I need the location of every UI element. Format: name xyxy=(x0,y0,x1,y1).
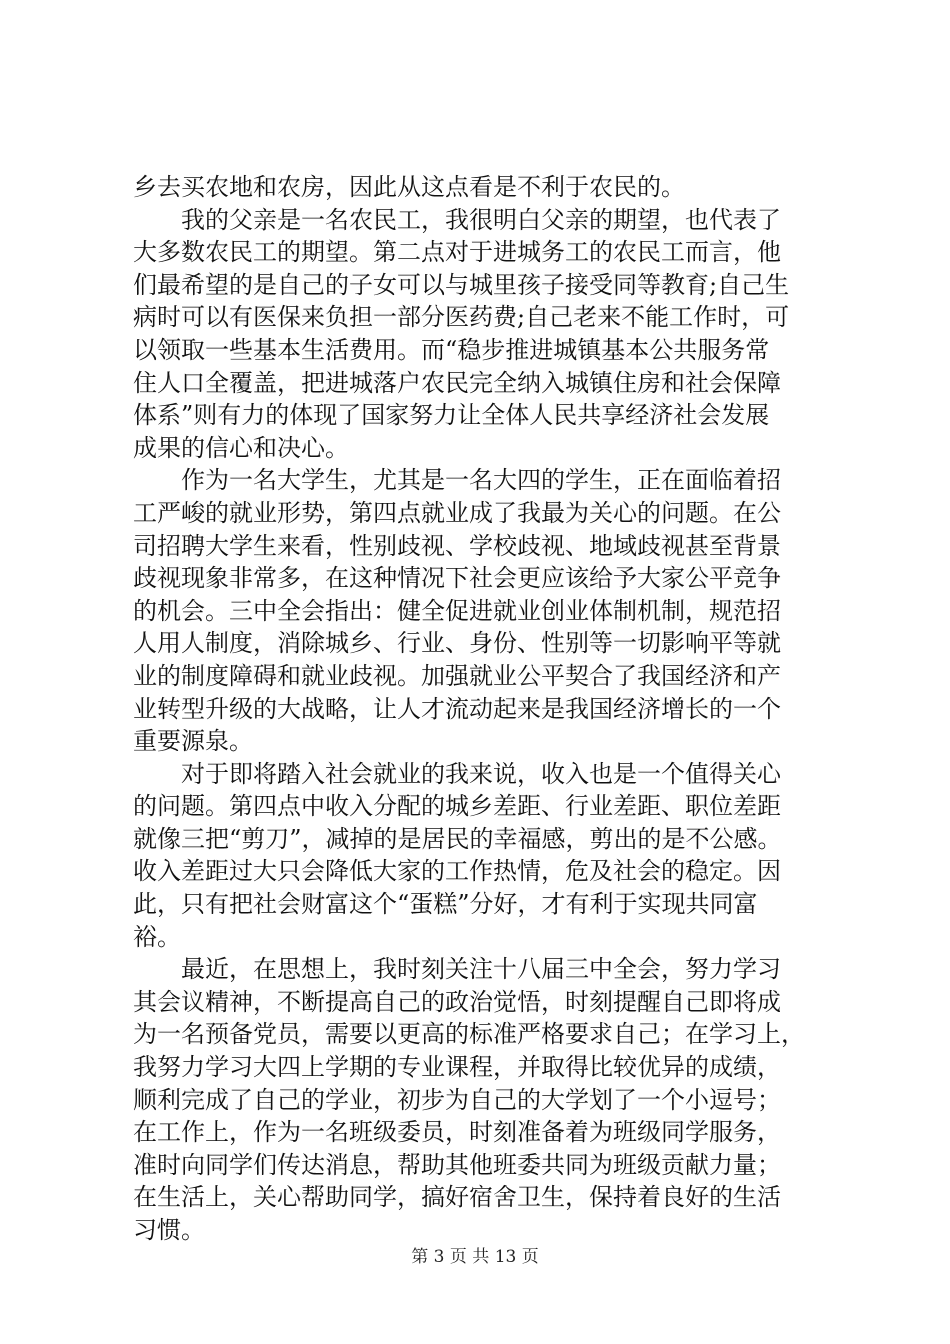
text-line: 体系”则有力的体现了国家努力让全体人民共享经济社会发展 xyxy=(133,401,770,430)
text-line: 住人口全覆盖，把进城落户农民完全纳入城镇住房和社会保障 xyxy=(133,368,781,397)
text-line: 人用人制度，消除城乡、行业、身份、性别等一切影响平等就 xyxy=(133,629,781,658)
text-line: 病时可以有医保来负担一部分医药费;自己老来不能工作时，可 xyxy=(133,303,790,332)
text-line: 顺利完成了自己的学业，初步为自己的大学划了一个小逗号； xyxy=(133,1085,781,1114)
text-line: 业转型升级的大战略，让人才流动起来是我国经济增长的一个 xyxy=(133,694,781,723)
text-line: 对于即将踏入社会就业的我来说，收入也是一个值得关心 xyxy=(181,759,781,788)
text-line: 其会议精神，不断提高自己的政治觉悟，时刻提醒自己即将成 xyxy=(133,987,781,1016)
text-line: 歧视现象非常多，在这种情况下社会更应该给予大家公平竞争 xyxy=(133,564,781,593)
text-line: 此，只有把社会财富这个“蛋糕”分好，才有利于实现共同富 xyxy=(133,890,758,919)
text-line: 收入差距过大只会降低大家的工作热情，危及社会的稳定。因 xyxy=(133,857,781,886)
page-number-footer: 第 3 页 共 13 页 xyxy=(411,1247,539,1267)
text-line: 准时向同学们传达消息，帮助其他班委共同为班级贡献力量； xyxy=(133,1150,781,1179)
text-line: 习惯。 xyxy=(133,1216,205,1244)
text-line: 业的制度障碍和就业歧视。加强就业公平契合了我国经济和产 xyxy=(133,661,781,690)
text-line: 最近，在思想上，我时刻关注十八届三中全会，努力学习 xyxy=(181,955,781,984)
text-line: 就像三把“剪刀”，减掉的是居民的幸福感，剪出的是不公感。 xyxy=(133,824,782,853)
text-line: 以领取一些基本生活费用。而“稳步推进城镇基本公共服务常 xyxy=(133,335,770,364)
text-line: 乡去买农地和农房，因此从这点看是不利于农民的。 xyxy=(133,173,685,201)
text-line: 工严峻的就业形势，第四点就业成了我最为关心的问题。在公 xyxy=(133,498,781,527)
text-line: 成果的信心和决心。 xyxy=(133,433,349,462)
text-line: 的机会。三中全会指出：健全促进就业创业体制机制，规范招 xyxy=(133,596,781,625)
document-body xyxy=(133,171,833,1247)
text-line: 裕。 xyxy=(133,922,181,951)
text-line: 为一名预备党员，需要以更高的标准严格要求自己；在学习上， xyxy=(133,1020,805,1049)
text-line: 重要源泉。 xyxy=(133,727,253,756)
text-line: 我努力学习大四上学期的专业课程，并取得比较优异的成绩， xyxy=(133,1053,781,1082)
text-line: 司招聘大学生来看，性别歧视、学校歧视、地域歧视甚至背景 xyxy=(133,531,781,560)
text-line: 我的父亲是一名农民工，我很明白父亲的期望，也代表了 xyxy=(181,205,781,234)
text-line: 作为一名大学生，尤其是一名大四的学生，正在面临着招 xyxy=(181,466,781,495)
text-line: 在工作上，作为一名班级委员，时刻准备着为班级同学服务， xyxy=(133,1118,781,1147)
text-line: 在生活上，关心帮助同学，搞好宿舍卫生，保持着良好的生活 xyxy=(133,1183,781,1212)
text-line: 们最希望的是自己的子女可以与城里孩子接受同等教育;自己生 xyxy=(133,270,790,299)
text-line: 大多数农民工的期望。第二点对于进城务工的农民工而言，他 xyxy=(133,238,781,267)
text-line: 的问题。第四点中收入分配的城乡差距、行业差距、职位差距 xyxy=(133,792,781,821)
